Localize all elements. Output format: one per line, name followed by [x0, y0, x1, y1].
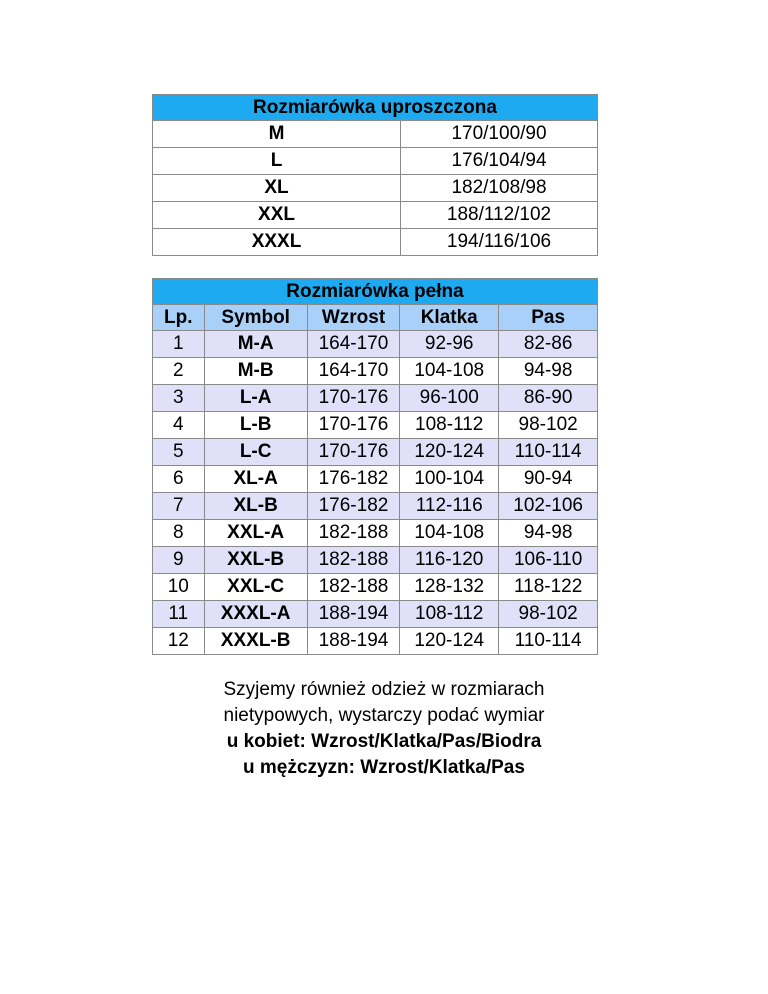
row-number: 3	[153, 385, 205, 412]
simplified-size-table	[152, 94, 598, 256]
row-number: 11	[153, 601, 205, 628]
simplified-table-row	[153, 202, 598, 229]
height-range: 170-176	[307, 385, 399, 412]
waist-range: 94-98	[499, 358, 598, 385]
simplified-table-title: Rozmiarówka uproszczona	[153, 95, 598, 121]
height-range: 176-182	[307, 493, 399, 520]
full-table-row	[153, 628, 598, 655]
row-number: 9	[153, 547, 205, 574]
height-range: 170-176	[307, 439, 399, 466]
size-symbol: XXL-B	[204, 547, 307, 574]
height-range: 164-170	[307, 331, 399, 358]
chest-range: 96-100	[400, 385, 499, 412]
chest-range: 120-124	[400, 439, 499, 466]
waist-range: 118-122	[499, 574, 598, 601]
size-symbol: M-A	[204, 331, 307, 358]
waist-range: 110-114	[499, 439, 598, 466]
row-number: 12	[153, 628, 205, 655]
simplified-table-row	[153, 148, 598, 175]
full-table-row	[153, 385, 598, 412]
size-label: XL	[153, 175, 401, 202]
column-header-chest: Klatka	[400, 305, 499, 331]
size-label: M	[153, 121, 401, 148]
row-number: 5	[153, 439, 205, 466]
full-table-row	[153, 520, 598, 547]
note-men-measurements: u mężczyzn: Wzrost/Klatka/Pas	[243, 757, 525, 778]
size-symbol: L-B	[204, 412, 307, 439]
waist-range: 110-114	[499, 628, 598, 655]
height-range: 170-176	[307, 412, 399, 439]
height-range: 182-188	[307, 547, 399, 574]
full-table-body	[153, 331, 598, 655]
size-dimensions: 170/100/90	[401, 121, 598, 148]
chest-range: 112-116	[400, 493, 499, 520]
height-range: 188-194	[307, 628, 399, 655]
note-women-measurements: u kobiet: Wzrost/Klatka/Pas/Biodra	[226, 731, 542, 752]
column-header-height: Wzrost	[307, 305, 399, 331]
full-table-row	[153, 358, 598, 385]
chest-range: 108-112	[400, 412, 499, 439]
size-dimensions: 182/108/98	[401, 175, 598, 202]
full-table-row	[153, 439, 598, 466]
row-number: 8	[153, 520, 205, 547]
simplified-table-body	[153, 121, 598, 256]
custom-sizes-note	[100, 677, 668, 781]
size-symbol: XXXL-B	[204, 628, 307, 655]
waist-range: 86-90	[499, 385, 598, 412]
full-table-row	[153, 412, 598, 439]
waist-range: 98-102	[499, 412, 598, 439]
simplified-table-row	[153, 121, 598, 148]
chest-range: 92-96	[400, 331, 499, 358]
full-table-row	[153, 493, 598, 520]
row-number: 4	[153, 412, 205, 439]
full-table-title: Rozmiarówka pełna	[153, 279, 598, 305]
full-size-table	[152, 278, 598, 655]
size-dimensions: 194/116/106	[401, 229, 598, 256]
chest-range: 104-108	[400, 520, 499, 547]
waist-range: 94-98	[499, 520, 598, 547]
size-dimensions: 188/112/102	[401, 202, 598, 229]
simplified-table-row	[153, 175, 598, 202]
full-table-row	[153, 466, 598, 493]
size-symbol: L-A	[204, 385, 307, 412]
size-label: XXXL	[153, 229, 401, 256]
full-table-row	[153, 331, 598, 358]
size-label: L	[153, 148, 401, 175]
size-label: XXL	[153, 202, 401, 229]
size-symbol: M-B	[204, 358, 307, 385]
column-header-lp: Lp.	[153, 305, 205, 331]
size-symbol: XXL-C	[204, 574, 307, 601]
column-header-symbol: Symbol	[204, 305, 307, 331]
row-number: 10	[153, 574, 205, 601]
height-range: 182-188	[307, 520, 399, 547]
full-table-row	[153, 547, 598, 574]
row-number: 1	[153, 331, 205, 358]
size-symbol: XXL-A	[204, 520, 307, 547]
chest-range: 108-112	[400, 601, 499, 628]
row-number: 6	[153, 466, 205, 493]
row-number: 2	[153, 358, 205, 385]
chest-range: 100-104	[400, 466, 499, 493]
row-number: 7	[153, 493, 205, 520]
full-table-row	[153, 574, 598, 601]
size-dimensions: 176/104/94	[401, 148, 598, 175]
column-header-waist: Pas	[499, 305, 598, 331]
height-range: 176-182	[307, 466, 399, 493]
waist-range: 98-102	[499, 601, 598, 628]
waist-range: 90-94	[499, 466, 598, 493]
height-range: 182-188	[307, 574, 399, 601]
simplified-table-row	[153, 229, 598, 256]
chest-range: 120-124	[400, 628, 499, 655]
full-table-row	[153, 601, 598, 628]
height-range: 188-194	[307, 601, 399, 628]
waist-range: 82-86	[499, 331, 598, 358]
chest-range: 128-132	[400, 574, 499, 601]
waist-range: 102-106	[499, 493, 598, 520]
full-table-header-row	[153, 305, 598, 331]
size-symbol: XL-B	[204, 493, 307, 520]
note-line-1: Szyjemy również odzież w rozmiarach	[223, 679, 545, 700]
chest-range: 116-120	[400, 547, 499, 574]
size-symbol: XL-A	[204, 466, 307, 493]
waist-range: 106-110	[499, 547, 598, 574]
chest-range: 104-108	[400, 358, 499, 385]
height-range: 164-170	[307, 358, 399, 385]
note-line-2: nietypowych, wystarczy podać wymiar	[223, 705, 545, 726]
size-symbol: XXXL-A	[204, 601, 307, 628]
size-symbol: L-C	[204, 439, 307, 466]
